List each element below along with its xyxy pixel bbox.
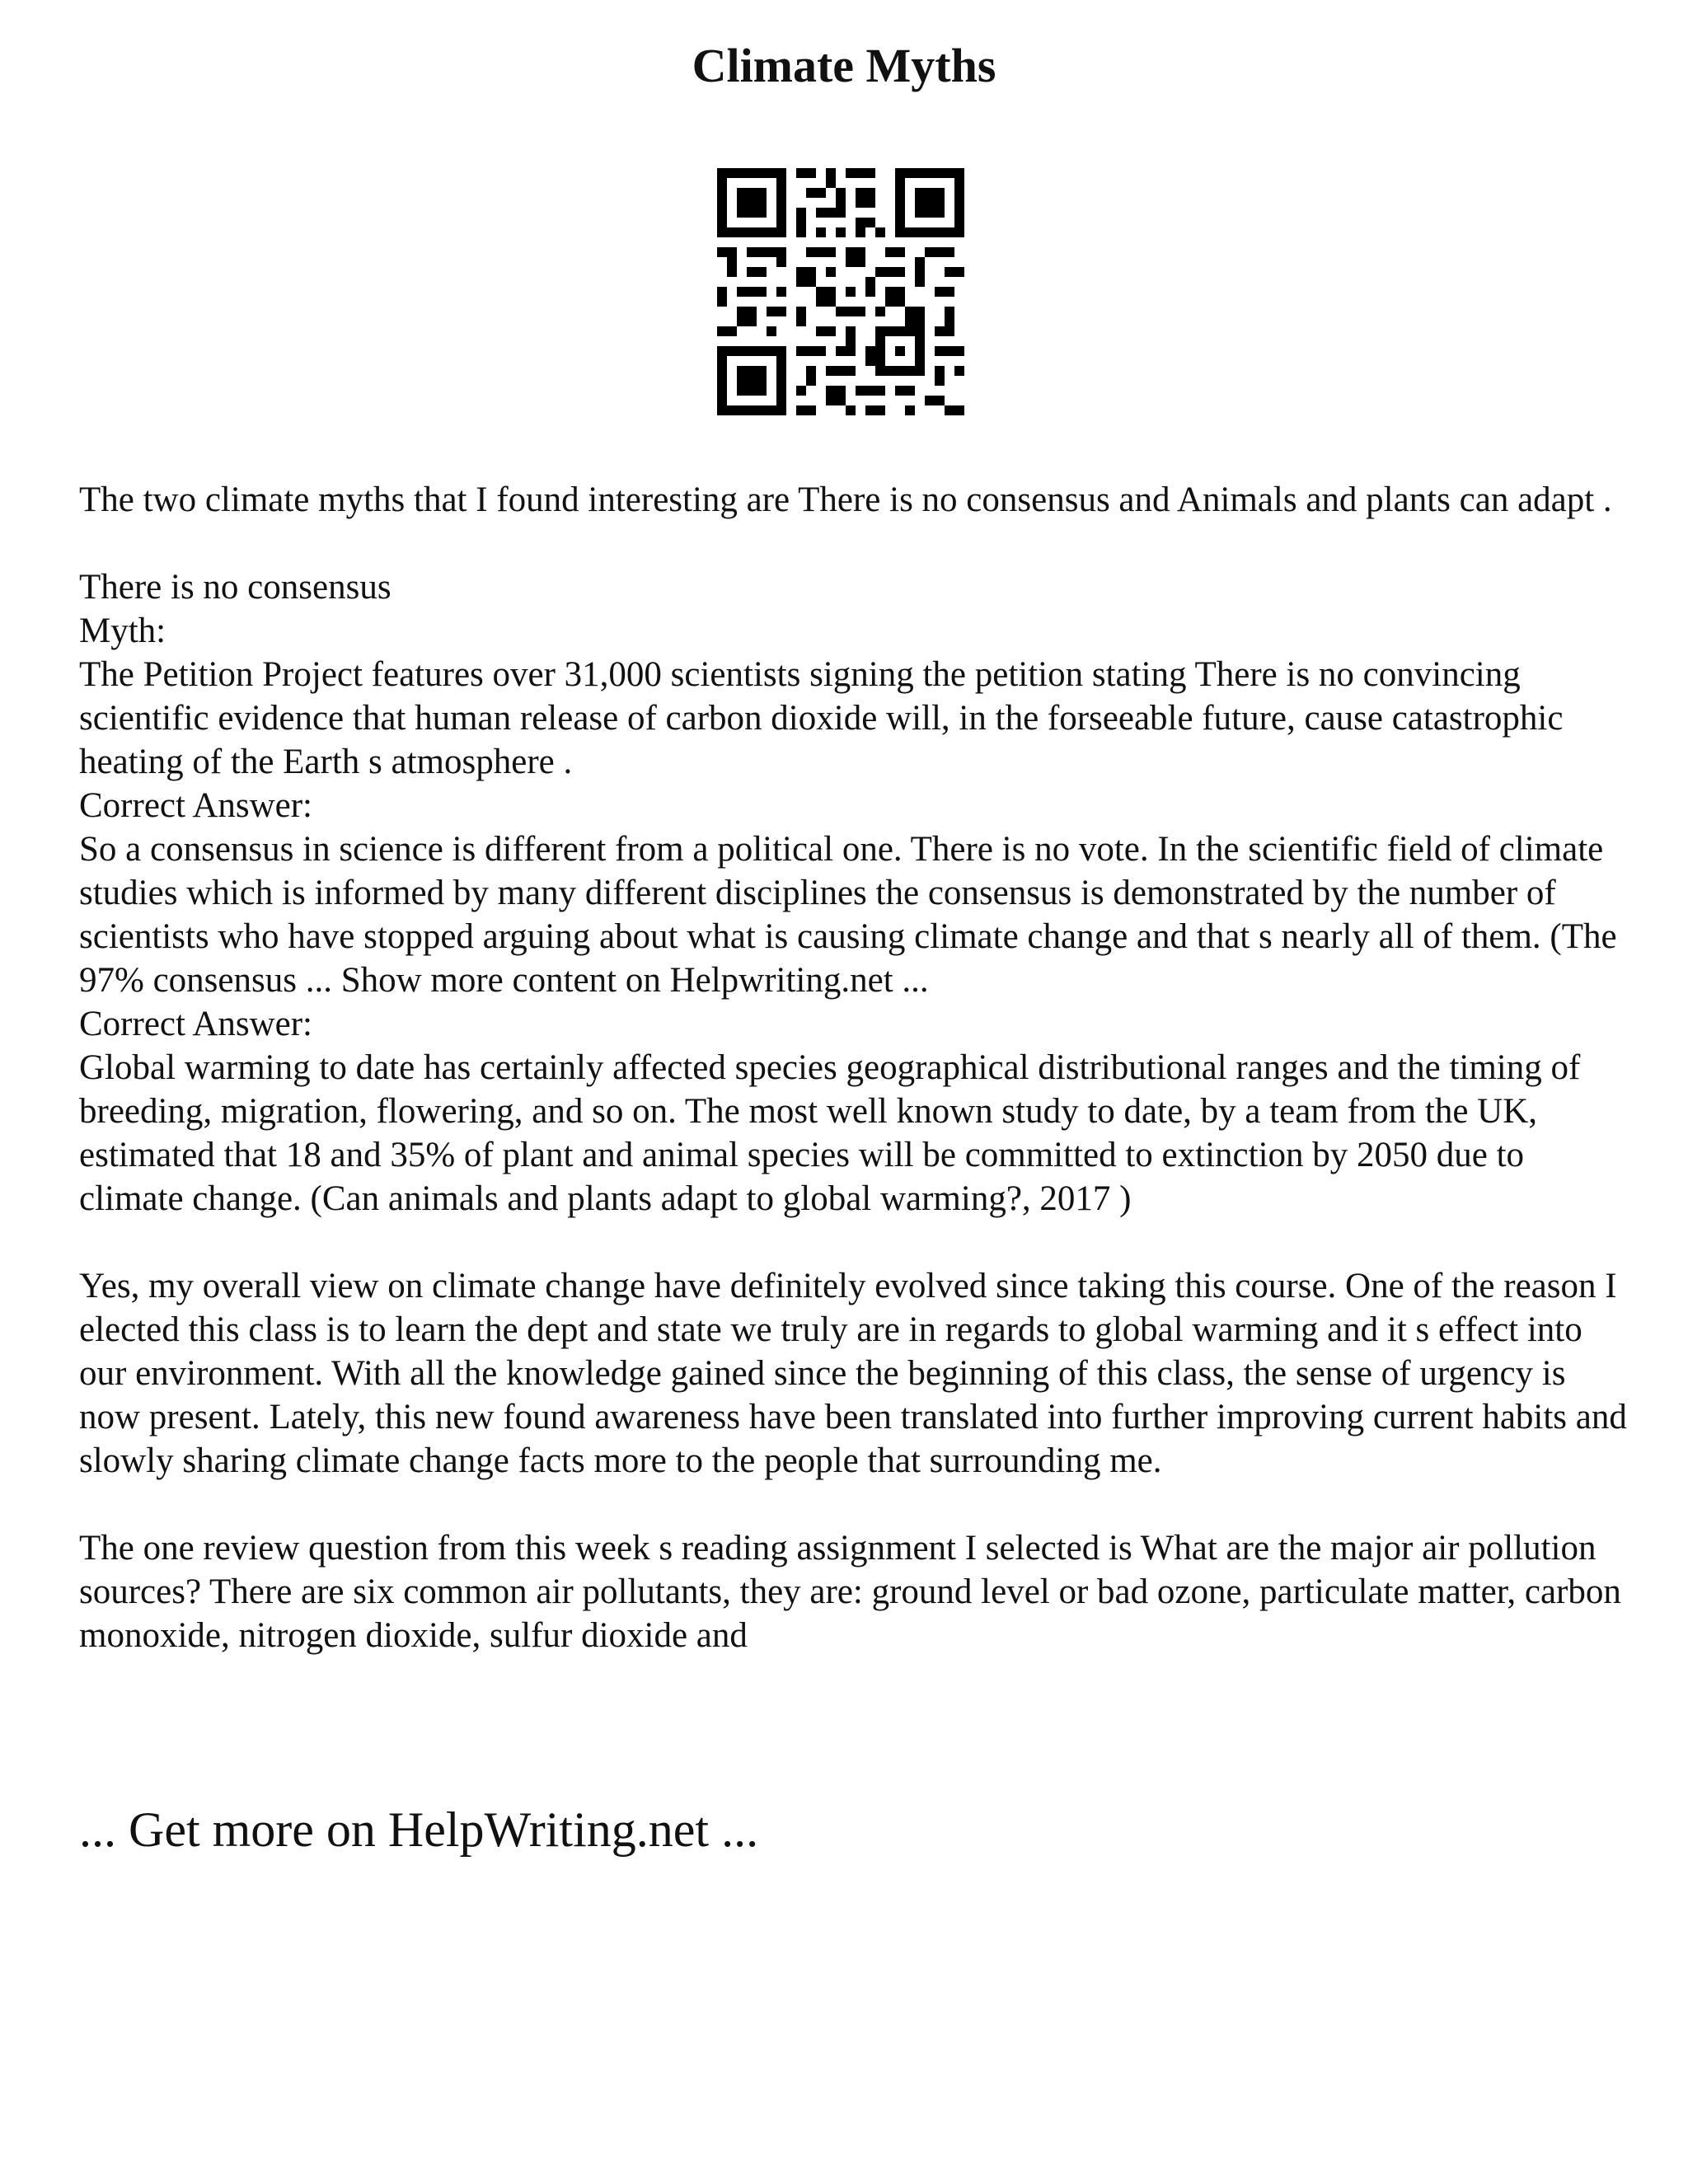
qr-code-icon: [717, 168, 964, 415]
review-paragraph: The one review question from this week s reading assignment I selected is What are the major air pollution sources? There are six common air pollutants, they are: ground level or bad ozone, particulate matter, carbon monoxide, nitrogen dioxide, sulfur dioxide and: [79, 1529, 1621, 1655]
myth-heading: There is no consensus: [79, 568, 392, 607]
correct-answer-text: Global warming to date has certainly affected species geographical distributional ranges and the timing of breeding, migration, flowering, and so on. The most well known study to date, by a team from the UK, estimated that 18 and 35% of plant and animal species will be committed to extinction by 2050 due to climate change. (Can animals and plants adapt to global warming?, 2017 ): [79, 1048, 1581, 1218]
correct-answer-label: Correct Answer:: [79, 786, 313, 825]
intro-paragraph: The two climate myths that I found interesting are There is no consensus and Animals and plants can adapt .: [79, 480, 1612, 519]
myth-text: The Petition Project features over 31,000 scientists signing the petition stating There is no convincing scientific evidence that human release of carbon dioxide will, in the forseeable future, cause catastrophic heating of the Earth s atmosphere .: [79, 655, 1564, 781]
myth-label: Myth:: [79, 612, 166, 650]
view-paragraph: Yes, my overall view on climate change have definitely evolved since taking this course. One of the reason I elected this class is to learn the dept and state we truly are in regards to global warming and it s effect into our environment. With all the knowledge gained since the beginning of this class, the sense of urgency is now present. Lately, this new found awareness have been translated into further improving current habits and slowly sharing climate change facts more to the people that surrounding me.: [79, 1267, 1627, 1480]
document-body: [79, 478, 1629, 1657]
page-title: Climate Myths: [692, 39, 996, 92]
correct-answer-label: Correct Answer:: [79, 1005, 313, 1043]
get-more-link[interactable]: ... Get more on HelpWriting.net ...: [79, 1802, 759, 1857]
correct-answer-text: So a consensus in science is different from a political one. There is no vote. In the scientific field of climate studies which is informed by many different disciplines the consensus is demonstrated by the number of scientists who have stopped arguing about what is causing climate change and that s nearly all of them. (The 97% consensus ... Show more content on Helpwriting.net ...: [79, 830, 1617, 1000]
